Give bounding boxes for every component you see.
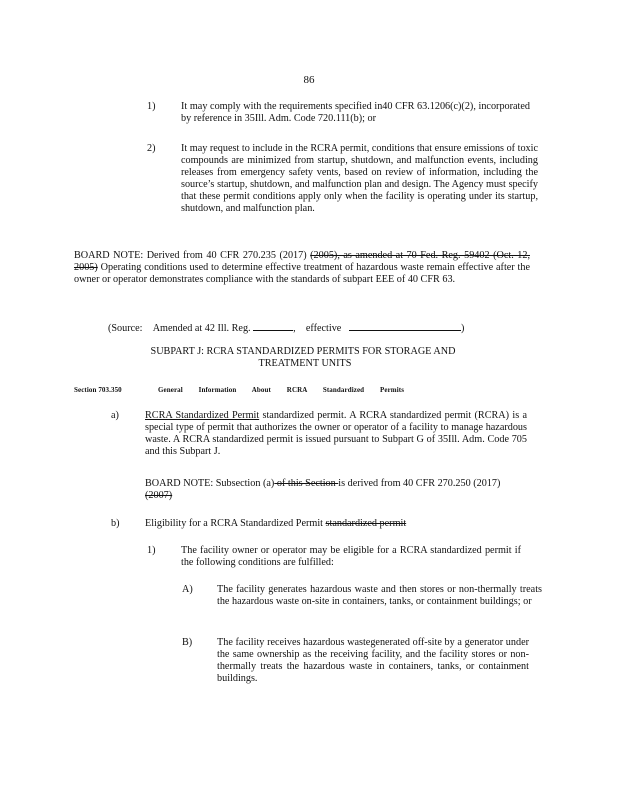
- para-a-text: [145, 410, 527, 458]
- board-note: [74, 250, 530, 286]
- subpart-heading-line2: TREATMENT UNITS: [258, 358, 352, 369]
- source-line: [108, 320, 528, 335]
- section-number: Section 703.350: [74, 386, 122, 394]
- source-amended: Amended at 42 Ill. Reg.: [152, 323, 251, 334]
- subpart-heading-line1: SUBPART J: RCRA STANDARDIZED PERMITS FOR STORAGE AND: [150, 346, 456, 357]
- para-a-struck-word: standardized permit: [262, 410, 344, 421]
- para-b-text: [145, 518, 527, 530]
- para-b1-text: The facility owner or operator may be eligible for a RCRA standardized permit if the following conditions are fulfilled:: [181, 545, 521, 568]
- para-b-label: b): [111, 518, 120, 529]
- para-a-label: a): [111, 410, 119, 421]
- para-b-body: Eligibility for a RCRA Standardized Permit: [145, 518, 326, 529]
- board-note-a-prefix: BOARD NOTE: Subsection (a): [145, 478, 275, 489]
- para-b1a-text: The facility generates hazardous waste and then stores or non-thermally treats the hazardous waste on-site in containers, tanks, or containment buildings; or: [217, 584, 542, 607]
- section-title: General Information About RCRA Standardized Permits: [158, 386, 405, 394]
- board-note-a: [145, 478, 527, 502]
- source-effective: effective: [305, 323, 342, 334]
- para-b-struck: standardized permit: [325, 518, 407, 529]
- para-b1b-label: B): [182, 637, 193, 648]
- item-2-text: It may request to include in the RCRA permit, conditions that ensure emissions of toxic compounds are minimized from startup, shutdown, and malfunction events, including releases from emergency safety vents, based on review of information, including the source’s startup, shutdown, and malfunction plan and design. The Agency must specify that these permit conditions apply only when the facility is operating under its startup, shutdown, and malfunction plan.: [181, 143, 538, 214]
- board-note-prefix: BOARD NOTE: Derived from 40 CFR 270.235 (2017): [74, 250, 311, 261]
- board-note-a-mid: is derived from 40 CFR 270.250 (2017): [338, 478, 501, 489]
- para-b1-label: 1): [147, 545, 156, 556]
- para-a-body: . A RCRA standardized permit (RCRA) is a special type of permit that authorizes the owner or operator of a facility to manage hazardous waste. A RCRA standardized permit is issued pursuant to Subpart G of 35Ill. Adm. Code 705 and this Subpart J.: [145, 410, 528, 457]
- para-b1b-text: The facility receives hazardous wastegenerated off-site by a generator under the same ownership as the receiving facility, and the facility stores or non-thermally treats the hazardous waste in containers, tanks, or containment buildings.: [217, 637, 529, 684]
- source-close: ): [460, 323, 465, 334]
- para-b1a-label: A): [182, 584, 193, 595]
- effective-date-blank: [349, 320, 461, 331]
- item-2-label: 2): [147, 143, 156, 154]
- para-a-underlined: RCRA Standardized Permit: [145, 410, 260, 421]
- page-number: 86: [303, 74, 315, 86]
- board-note-a-struck1: of this Section: [274, 478, 339, 489]
- source-open: (Source:: [108, 323, 143, 334]
- source-comma: ,: [293, 323, 296, 334]
- item-1-label: 1): [147, 101, 156, 112]
- item-1-text: It may comply with the requirements specified in40 CFR 63.1206(c)(2), incorporated by reference in 35Ill. Adm. Code 720.111(b); or: [181, 101, 530, 124]
- board-note-a-struck2: (2007): [145, 490, 173, 501]
- register-volume-blank: [253, 320, 293, 331]
- board-note-struck: (2005), as amended at 70 Fed. Reg. 59402 (Oct. 12, 2005): [74, 250, 530, 273]
- board-note-rest: Operating conditions used to determine effective treatment of hazardous waste remain effective after the owner or operator demonstrates compliance with the standards of subpart EEE of 40 CFR 63.: [74, 262, 530, 285]
